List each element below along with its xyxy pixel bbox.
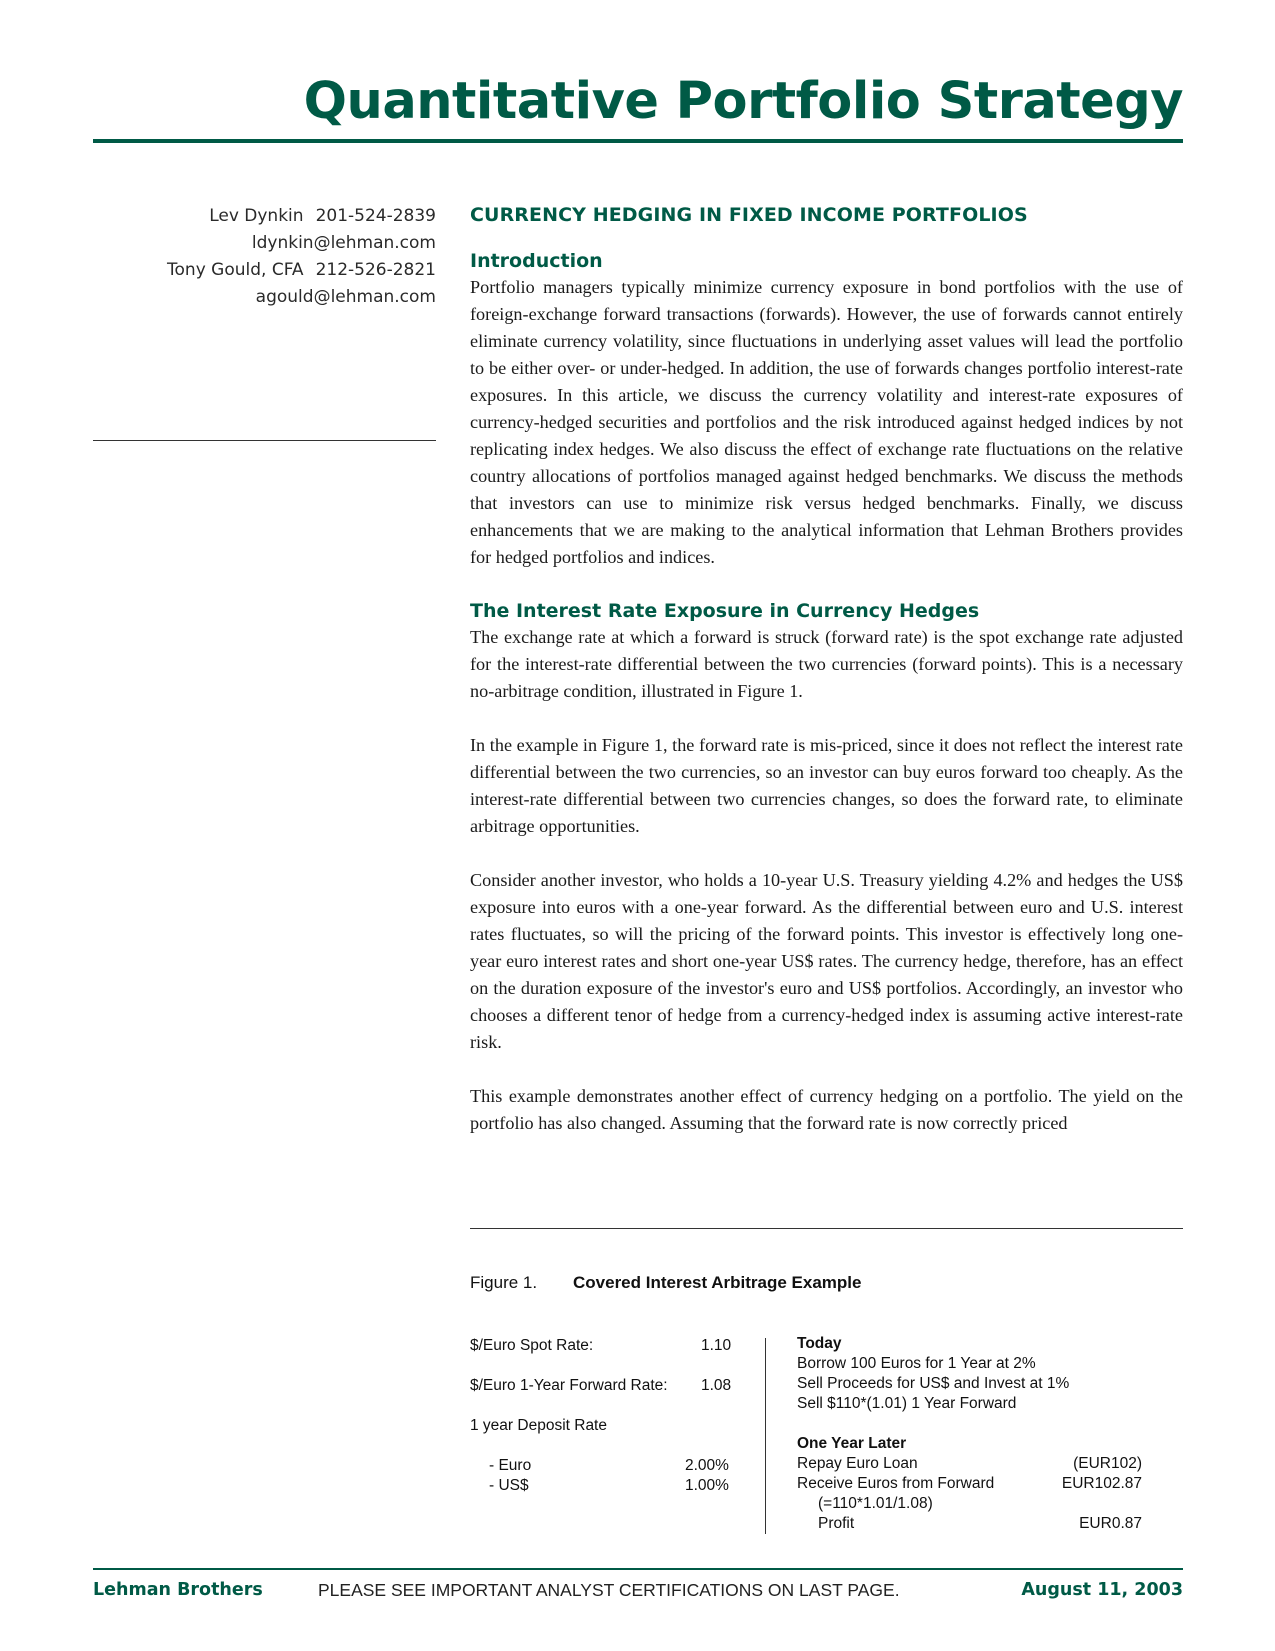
today-heading: Today (797, 1335, 842, 1352)
today-step: Borrow 100 Euros for 1 Year at 2% (797, 1355, 1036, 1372)
section-heading: The Interest Rate Exposure in Currency Hedges (470, 600, 980, 622)
figure-label: Figure 1. (470, 1273, 538, 1292)
forward-formula: (=110*1.01/1.08) (818, 1495, 933, 1512)
section-heading: Introduction (470, 250, 603, 272)
spot-rate-value: 1.10 (701, 1337, 732, 1354)
usd-rate-label: - US$ (489, 1477, 529, 1494)
footer-date: August 11, 2003 (1021, 1580, 1183, 1600)
header-divider (93, 139, 1183, 143)
repay-value: (EUR102) (1073, 1455, 1142, 1472)
spot-rate-label: $/Euro Spot Rate: (470, 1337, 594, 1354)
author-line (167, 257, 436, 284)
later-heading: One Year Later (797, 1435, 907, 1452)
forward-rate-value: 1.08 (701, 1377, 732, 1394)
author-email[interactable]: ldynkin@lehman.com (251, 233, 436, 253)
author-name: Lev Dynkin (209, 206, 304, 226)
profit-value: EUR0.87 (1079, 1515, 1142, 1532)
figure-caption (470, 1273, 861, 1293)
figure-title: Covered Interest Arbitrage Example (573, 1273, 862, 1292)
figure-top-divider (470, 1228, 1183, 1229)
usd-rate-value: 1.00% (685, 1477, 729, 1494)
today-step: Sell Proceeds for US$ and Invest at 1% (797, 1375, 1070, 1392)
author-block (167, 203, 436, 311)
paragraph: The exchange rate at which a forward is struck (forward rate) is the spot exchange rate adjusted for the interest-rate differential between the two currencies (forward points). This is a necessary no-arbitrage condition, illustrated in Figure 1. (470, 627, 1183, 701)
today-step: Sell $110*(1.01) 1 Year Forward (797, 1395, 1017, 1412)
author-phone: 212-526-2821 (315, 260, 436, 280)
footer-disclaimer: PLEASE SEE IMPORTANT ANALYST CERTIFICATIONS ON LAST PAGE. (318, 1580, 900, 1600)
paragraph: In the example in Figure 1, the forward rate is mis-priced, since it does not reflect the interest rate differential between the two currencies, so an investor can buy euros forward too cheaply. As the interest-rate differential between two currencies changes, so does the forward rate, to eliminate arbitrage opportunities. (470, 735, 1183, 836)
paragraph: Consider another investor, who holds a 10-year U.S. Treasury yielding 4.2% and hedges the US$ exposure into euros with a one-year forward. As the differential between euro and U.S. interest rates fluctuates, so will the pricing of the forward points. This investor is effectively long one-year euro interest rates and short one-year US$ rates. The currency hedge, therefore, has an effect on the duration exposure of the investor's euro and US$ portfolios. Accordingly, an investor who chooses a different tenor of hedge from a currency-hedged index is assuming active interest-rate risk. (470, 870, 1183, 1052)
sidebar-divider (93, 440, 436, 441)
deposit-rate-label: 1 year Deposit Rate (470, 1417, 607, 1434)
author-line (167, 203, 436, 230)
author-email[interactable]: agould@lehman.com (255, 287, 436, 307)
euro-rate-label: - Euro (489, 1457, 532, 1474)
article-body (470, 200, 1183, 1164)
receive-label: Receive Euros from Forward (797, 1475, 995, 1492)
forward-rate-label: $/Euro 1-Year Forward Rate: (470, 1377, 668, 1394)
article-title: CURRENCY HEDGING IN FIXED INCOME PORTFOLIOS (470, 204, 1028, 226)
page-title: Quantitative Portfolio Strategy (303, 72, 1183, 131)
footer-firm-name: Lehman Brothers (93, 1580, 263, 1600)
receive-value: EUR102.87 (1061, 1475, 1142, 1492)
footer-divider (93, 1568, 1183, 1570)
profit-label: Profit (818, 1515, 855, 1532)
paragraph: Portfolio managers typically minimize currency exposure in bond portfolios with the use of foreign-exchange forward transactions (forwards). However, the use of forwards cannot entirely eliminate currency volatility, since fluctuations in underlying asset values will lead the portfolio to be either over- or under-hedged. In addition, the use of forwards changes portfolio interest-rate exposures. In this article, we discuss the currency volatility and interest-rate exposures of currency-hedged securities and portfolios and the risk introduced against hedged indices by not replicating index hedges. We also discuss the effect of exchange rate fluctuations on the relative country allocations of portfolios managed against hedged benchmarks. We discuss the methods that investors can use to minimize risk versus hedged benchmarks. Finally, we discuss enhancements that we are making to the analytical information that Lehman Brothers provides for hedged portfolios and indices. (470, 277, 1183, 567)
author-name: Tony Gould, CFA (167, 260, 304, 280)
figure-column-divider (765, 1338, 766, 1534)
author-phone: 201-524-2839 (315, 206, 436, 226)
repay-label: Repay Euro Loan (797, 1455, 918, 1472)
euro-rate-value: 2.00% (685, 1457, 729, 1474)
paragraph: This example demonstrates another effect of currency hedging on a portfolio. The yield on the portfolio has also changed. Assuming that the forward rate is now correctly priced (470, 1086, 1183, 1133)
